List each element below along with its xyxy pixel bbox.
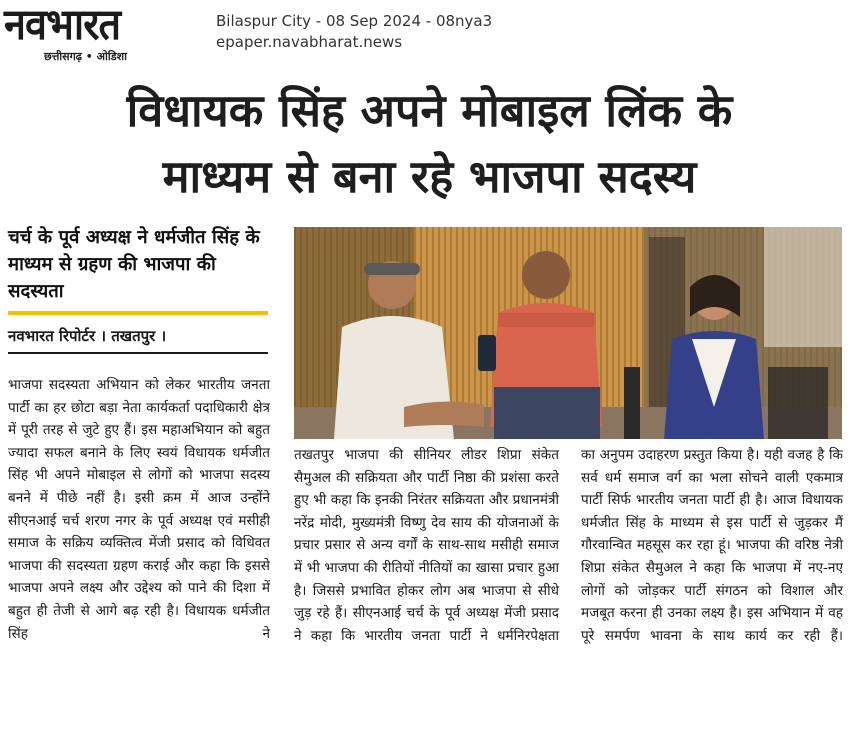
masthead	[0, 0, 859, 68]
photo-illustration	[294, 227, 842, 439]
column-1-text: भाजपा सदस्यता अभियान को लेकर भारतीय जनता पार्टी का हर छोटा बड़ा नेता कार्यकर्ता पदाधिकारी क्षेत्र में पूरी तरह से जुटे हुए हैं। इस महाअभियान को बहुत ज्यादा सफल बनाने के लिए स्वयं विधायक धर्मजीत सिंह भी अपने मोबाइल से लोगों को भाजपा सदस्य बनने में पीछे नहीं है। इसी क्रम में आज उन्होंने सीएनआई चर्च शरण नगर के पूर्व अध्यक्ष एवं मसीही समाज के सक्रिय व्यक्तित्व मेंजी प्रसाद को विधिवत भाजपा की सदस्यता ग्रहण कराई और कहा कि इससे भाजपा अपने लक्ष्य और उद्देश्य को पाने की दिशा में बहुत ही तेजी से आगे बढ़ रही है। विधायक धर्मजीत सिंह ने	[8, 377, 270, 642]
column-2-text: तखतपुर भाजपा की सीनियर लीडर शिप्रा संकेत सैमुअल की सक्रियता और पार्टी निष्ठा की प्रशंसा करते हुए भी कहा कि इनकी निरंतर सक्रियता और प्रधानमंत्री नरेंद्र मोदी, मुख्यमंत्री विष्णु देव साय की योजनाओं के प्रचार प्रसार से अन्य वर्गों के साथ-साथ मसीही समाज में भी भाजपा की रीतियों नीतियों का खासा प्रचार हुआ है। जिससे प्रभावित होकर लोग अब भाजपा से सीधे जुड़ रहे हैं। सीएनआई चर्च के पूर्व अध्यक्ष मेंजी प्रसाद ने कहा कि भारतीय जनता पार्टी ने धर्मनिरपेक्षता	[294, 447, 559, 644]
headline-line-2: माध्यम से बना रहे भाजपा सदस्य	[162, 150, 697, 203]
logo-wordmark: नवभारत	[4, 0, 121, 50]
newspaper-logo[interactable]	[4, 2, 200, 66]
article-photo	[294, 227, 842, 439]
headline-line-1: विधायक सिंह अपने मोबाइल लिंक के	[126, 84, 733, 137]
edition-line: Bilaspur City - 08 Sep 2024 - 08nya3	[216, 12, 493, 30]
byline-divider	[8, 352, 268, 354]
edition-url[interactable]: epaper.navabharat.news	[216, 33, 403, 51]
logo-tagline: छत्तीसगढ़ • ओडिशा	[44, 50, 127, 63]
article-column-3	[581, 444, 843, 647]
subheadline-divider	[8, 311, 268, 315]
headline	[0, 78, 859, 210]
edition-info	[216, 11, 492, 53]
article-column-2	[294, 444, 559, 647]
article-column-1	[8, 374, 270, 645]
column-3-text: का अनुपम उदाहरण प्रस्तुत किया है। यही वजह है कि सर्व धर्म समाज वर्ग का भला सोचने वाली एकमात्र पार्टी सिर्फ भारतीय जनता पार्टी ही है। आज विधायक धर्मजीत सिंह के माध्यम से इस पार्टी से जुड़कर मैं गौरवान्वित महसूस कर रहा हूं। भाजपा की वरिष्ठ नेत्री शिप्रा संकेत सैमुअल ने कहा कि भाजपा में नए-नए लोगों को जोड़कर पार्टी संगठन को विशाल और मजबूत करना ही उनका लक्ष्य है। इस अभियान में वह पूरे समर्पण भावना के साथ कार्य कर रही हैं।	[581, 447, 843, 644]
subheadline: चर्च के पूर्व अध्यक्ष ने धर्मजीत सिंह के माध्यम से ग्रहण की भाजपा की सदस्यता	[8, 227, 260, 302]
byline: नवभारत रिपोर्टर । तखतपुर ।	[8, 327, 167, 345]
